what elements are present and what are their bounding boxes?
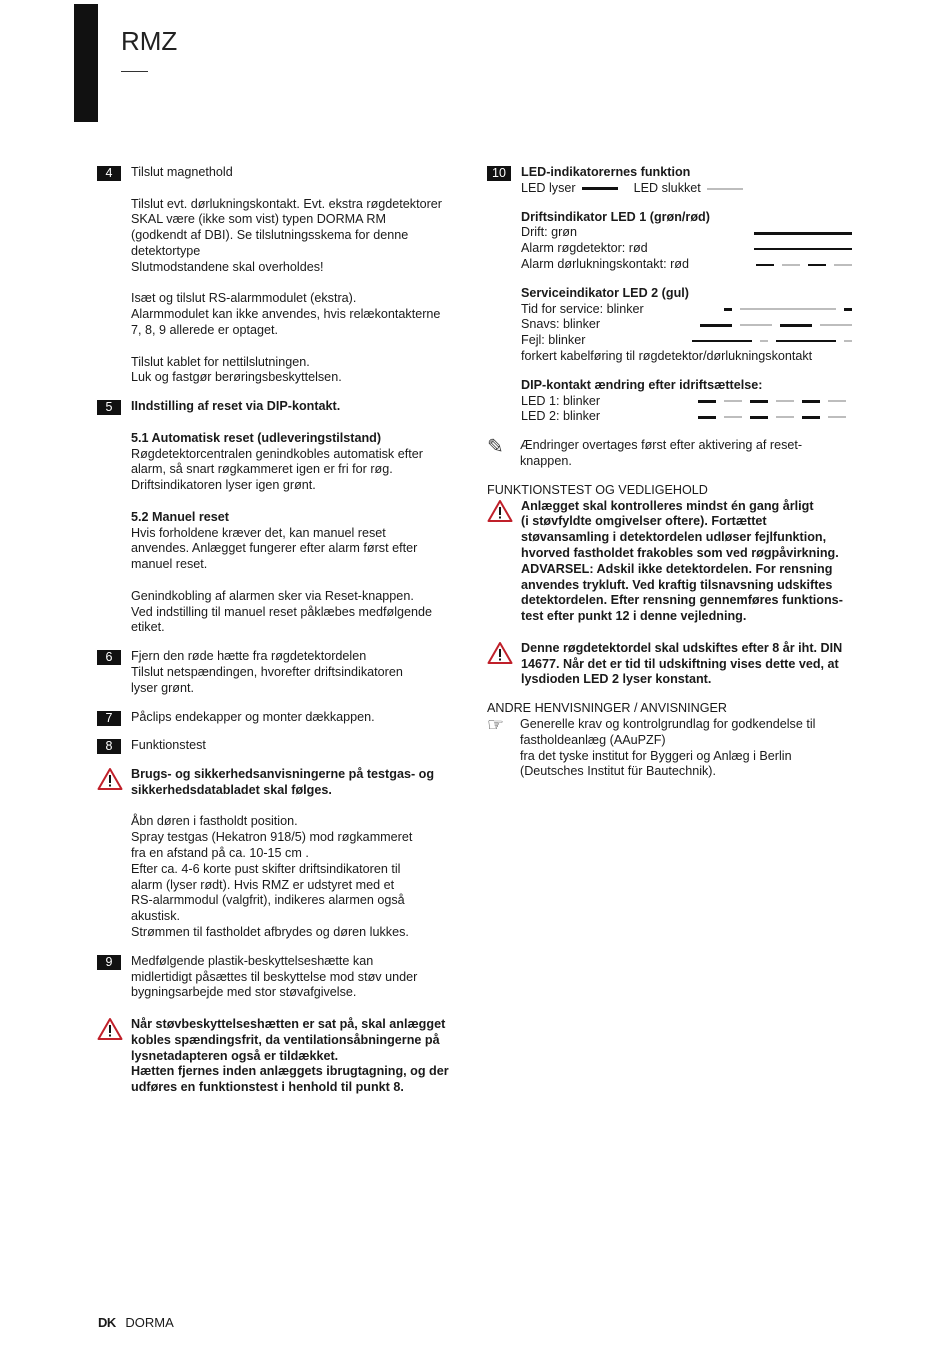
led-on-segment: [698, 416, 716, 419]
text-line: 14677. Når det er tid til udskiftning vises dette ved, at: [521, 656, 839, 671]
text-line: detektortype: [131, 243, 201, 258]
text-line: udføres en funktionstest i henhold til punkt 8.: [131, 1080, 404, 1095]
text-line: hvorved fastholdet frakobles som ved røgpåvirkning.: [521, 545, 839, 560]
text-line: Luk og fastgør berøringsbeskyttelsen.: [131, 370, 342, 385]
step-title: IIndstilling af reset via DIP-kontakt.: [131, 399, 341, 414]
step-title: LED-indikatorernes funktion: [521, 165, 691, 179]
text-line: test efter punkt 12 i denne vejledning.: [521, 609, 747, 624]
text-line: (i støvfyldte omgivelser oftere). Fortættet: [521, 514, 767, 529]
header-black-bar: [74, 4, 98, 122]
warning-icon: [487, 499, 513, 528]
led-on-segment: [698, 400, 716, 403]
led-on-segment: [750, 400, 768, 403]
paragraph: [131, 526, 465, 573]
led-off-segment: [828, 400, 846, 402]
note-block: [487, 438, 852, 470]
led-label: Fejl: blinker: [521, 333, 586, 348]
warning-block: [97, 767, 465, 799]
paragraph: [131, 197, 465, 276]
legend-on-swatch: [582, 187, 618, 190]
led-row: [521, 394, 852, 410]
text-line: Tilslut kablet for nettilslutningen.: [131, 354, 310, 369]
text-line: Hætten fjernes inden anlæggets ibrugtagning, og der: [131, 1064, 449, 1079]
led-label: Tid for service: blinker: [521, 301, 644, 316]
text-line: fra en afstand på ca. 10-15 cm .: [131, 846, 309, 861]
led-off-segment: [724, 400, 742, 402]
text-line: lysnetadapteren også er tildækket.: [131, 1048, 339, 1063]
text-line: (Deutsches Institut für Bautechnik).: [520, 764, 716, 779]
step-number-badge: 10: [487, 166, 511, 181]
led-on-segment: [808, 264, 826, 267]
section-heading: ANDRE HENVISNINGER / ANVISNINGER: [487, 701, 728, 716]
led-on-segment: [750, 416, 768, 419]
led-pattern: [698, 416, 846, 419]
text-line: (godkendt af DBI). Se tilslutningsskema for denne: [131, 228, 409, 243]
led-row: [521, 409, 852, 425]
text-line: alarm (lyser rødt). Hvis RMZ er udstyret med et: [131, 877, 395, 892]
led-on-segment: [754, 232, 852, 235]
legend-off-label: LED slukket: [633, 180, 701, 195]
led-on-segment: [754, 248, 852, 251]
led-row: [521, 241, 852, 257]
dip-title: DIP-kontakt ændring efter idriftsættelse:: [521, 377, 763, 392]
legend-off-swatch: [707, 188, 743, 190]
step-title: Tilslut magnethold: [131, 165, 233, 179]
text-line: Genindkobling af alarmen sker via Reset-knappen.: [131, 588, 414, 603]
led-pattern: [724, 308, 852, 311]
brand-name: DORMA: [125, 1315, 174, 1330]
page-footer: [98, 1315, 174, 1331]
step-number-badge: 5: [97, 400, 121, 415]
text-line: RS-alarmmodul (valgfrit), indikeres alarmen også: [131, 893, 405, 908]
text-line: Denne røgdetektordel skal udskiftes efter 8 år iht. DIN: [521, 640, 843, 655]
text-line: Åbn døren i fastholdt position.: [131, 814, 298, 829]
step-number-badge: 8: [97, 739, 121, 754]
led-off-segment: [828, 416, 846, 418]
led-off-segment: [724, 416, 742, 418]
step-5: [97, 399, 465, 636]
text-line: Røgdetektorcentralen genindkobles automatisk efter: [131, 446, 423, 461]
led-off-segment: [844, 340, 852, 342]
led-off-segment: [760, 340, 768, 342]
text-line: manuel reset.: [131, 557, 208, 572]
led-off-segment: [820, 324, 852, 326]
led-row: [521, 225, 852, 241]
warning-icon: [97, 1017, 123, 1046]
text-line: detektordelen. Efter rensning gennemføres funktions-: [521, 593, 843, 608]
led-off-segment: [834, 264, 852, 266]
led-legend: [521, 181, 852, 197]
led-pattern: [700, 324, 852, 327]
text-line: Når støvbeskyttelseshætten er sat på, skal anlægget: [131, 1017, 446, 1032]
led-pattern: [756, 264, 852, 267]
text-line: fra det tyske institut for Byggeri og Anlæg i Berlin: [520, 748, 792, 763]
led-on-segment: [700, 324, 732, 327]
text-line: midlertidigt påsættes til beskyttelse mod støv under: [131, 969, 418, 984]
text-line: Brugs- og sikkerhedsanvisningerne på testgas- og: [131, 767, 435, 782]
section-heading: FUNKTIONSTEST OG VEDLIGEHOLD: [487, 482, 708, 497]
text-line: etiket.: [131, 620, 165, 635]
led-off-segment: [776, 400, 794, 402]
led-label: LED 2: blinker: [521, 409, 601, 424]
led-pattern: [692, 340, 852, 343]
warning-icon: [97, 767, 123, 796]
text-line: Strømmen til fastholdet afbrydes og døren lukkes.: [131, 925, 409, 940]
led-pattern: [754, 248, 852, 251]
step-8-instructions: [97, 814, 465, 940]
text-line: alarm, så snart røgkammeret igen er fri for røg.: [131, 462, 393, 477]
step-7: [97, 710, 465, 726]
text-line: Hvis forholdene kræver det, kan manuel reset: [131, 525, 386, 540]
paragraph: [131, 355, 465, 387]
text-line: ADVARSEL: Adskil ikke detektordelen. For rensning: [521, 561, 833, 576]
step-6: [97, 649, 465, 696]
right-column: [487, 165, 852, 780]
text-line: Isæt og tilslut RS-alarmmodulet (ekstra).: [131, 291, 357, 306]
step-4: [97, 165, 465, 386]
step-10: [487, 165, 852, 438]
subheading: 5.1 Automatisk reset (udleveringstilstand): [131, 430, 382, 445]
text-line: Slutmodstandene skal overholdes!: [131, 259, 324, 274]
led-row: [521, 333, 852, 349]
text-line: kobles spændingsfrit, da ventilationsåbningerne på: [131, 1032, 440, 1047]
text-line: knappen.: [520, 453, 572, 468]
text-line: Medfølgende plastik-beskyttelseshætte kan: [131, 953, 374, 968]
text-line: bygningsarbejde med stor støvafgivelse.: [131, 985, 357, 1000]
step-9: [97, 954, 465, 1001]
paragraph: [131, 589, 465, 636]
step-title: Funktionstest: [131, 738, 206, 753]
warning-block: [487, 499, 852, 625]
led-on-segment: [802, 416, 820, 419]
pencil-note-icon: ✎: [487, 436, 504, 459]
page-title: RMZ: [121, 26, 178, 56]
step-8: [97, 738, 465, 754]
text-line: lysdioden LED 2 lyser konstant.: [521, 672, 712, 687]
led-label: Alarm dørlukningskontakt: rød: [521, 256, 689, 271]
led-label: Alarm røgdetektor: rød: [521, 241, 648, 256]
text-line: Anlægget skal kontrolleres mindst én gang årligt: [521, 498, 814, 513]
language-code: DK: [98, 1315, 116, 1330]
led-on-segment: [756, 264, 774, 267]
led-label: LED 1: blinker: [521, 393, 601, 408]
warning-icon: [487, 641, 513, 670]
text-line: Generelle krav og kontrolgrundlag for godkendelse til: [520, 716, 816, 731]
step-number-badge: 9: [97, 955, 121, 970]
text-line: Spray testgas (Hekatron 918/5) mod røgkammeret: [131, 830, 413, 845]
led2-title: Serviceindikator LED 2 (gul): [521, 285, 689, 300]
led-on-segment: [692, 340, 752, 343]
text-line: Driftsindikatoren lyser igen grønt.: [131, 478, 316, 493]
led-on-segment: [724, 308, 732, 311]
text-line: fastholdeanlæg (AAuPZF): [520, 732, 666, 747]
led-off-segment: [776, 416, 794, 418]
text-line: 7, 8, 9 allerede er optaget.: [131, 322, 279, 337]
text-line: sikkerhedsdatabladet skal følges.: [131, 782, 332, 797]
text-line: akustisk.: [131, 909, 180, 924]
led-on-segment: [844, 308, 852, 311]
led1-title: Driftsindikator LED 1 (grøn/rød): [521, 209, 710, 224]
text-line: Ændringer overtages først efter aktivering af reset-: [520, 438, 803, 453]
led-row: [521, 257, 852, 273]
paragraph: [131, 447, 465, 494]
text-line: Påclips endekapper og monter dækkappen.: [131, 709, 375, 724]
paragraph: [131, 291, 465, 338]
led-label: Snavs: blinker: [521, 317, 601, 332]
text-line: lyser grønt.: [131, 680, 194, 695]
text-line: Fjern den røde hætte fra røgdetektordelen: [131, 649, 367, 664]
step-number-badge: 4: [97, 166, 121, 181]
pointing-hand-icon: ☞: [487, 714, 505, 736]
led-pattern: [754, 232, 852, 235]
led-pattern: [698, 400, 846, 403]
led-on-segment: [780, 324, 812, 327]
led-off-segment: [740, 324, 772, 326]
text-line: Tilslut netspændingen, hvorefter driftsindikatoren: [131, 664, 403, 679]
text-line: forkert kabelføring til røgdetektor/dørlukningskontakt: [521, 348, 813, 363]
text-line: støvansamling i detektordelen udløser fejlfunktion,: [521, 530, 827, 545]
text-line: Efter ca. 4-6 korte pust skifter driftsindikatoren til: [131, 861, 401, 876]
text-line: Tilslut evt. dørlukningskontakt. Evt. ekstra røgdetektorer: [131, 196, 442, 211]
text-line: anvendes trykluft. Ved kraftig tilsnavsning udskiftes: [521, 577, 833, 592]
led-on-segment: [802, 400, 820, 403]
step-number-badge: 6: [97, 650, 121, 665]
legend-on-label: LED lyser: [521, 180, 576, 195]
led-label: Drift: grøn: [521, 225, 577, 240]
led-off-segment: [782, 264, 800, 266]
warning-block: [487, 641, 852, 688]
led-off-segment: [740, 308, 836, 310]
left-column: [97, 165, 465, 1096]
text-line: SKAL være (ikke som vist) typen DORMA RM: [131, 212, 386, 227]
led-on-segment: [776, 340, 836, 343]
warning-block: [97, 1017, 465, 1096]
text-line: Ved indstilling til manuel reset påklæbes medfølgende: [131, 604, 433, 619]
text-line: Alarmmodulet kan ikke anvendes, hvis relækontakterne: [131, 307, 441, 322]
text-line: anvendes. Anlægget fungerer efter alarm først efter: [131, 541, 418, 556]
title-underline: [121, 71, 148, 72]
step-number-badge: 7: [97, 711, 121, 726]
reference-block: [487, 714, 852, 780]
led-row: [521, 317, 852, 333]
subheading: 5.2 Manuel reset: [131, 509, 229, 524]
led-row: [521, 302, 852, 318]
